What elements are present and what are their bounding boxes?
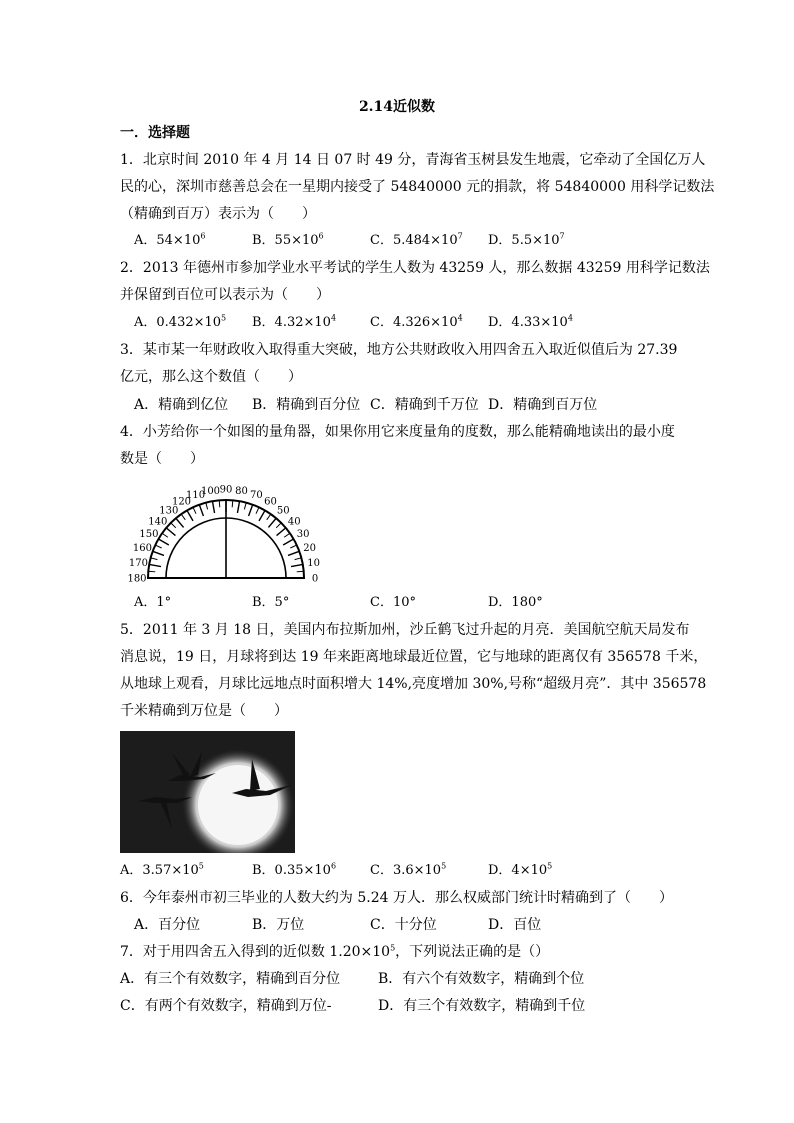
q1-line-3: （精确到百万）表示为（ ）: [120, 206, 316, 222]
q5-option-d: D．$4\times 10^5$: [488, 861, 553, 878]
q4-option-a: A．1°: [134, 595, 172, 610]
q3-line-1: 3．某市某一年财政收入取得重大突破，地方公共财政收入用四舍五入取近似值后为 27.39: [120, 342, 678, 358]
protractor-label: 120: [171, 496, 192, 508]
protractor-tick: [268, 518, 276, 527]
q6-option-a: A．百分位: [134, 917, 201, 933]
protractor-tick: [259, 510, 265, 520]
protractor-tick: [166, 528, 175, 536]
protractor-tick: [288, 551, 299, 555]
protractor-tick: [155, 545, 161, 548]
protractor-label: 160: [132, 543, 152, 555]
protractor-tick: [187, 510, 193, 520]
protractor-label: 140: [148, 516, 168, 528]
protractor-tick: [237, 501, 239, 513]
q4-option-b: B．5°: [252, 595, 290, 610]
protractor-label: 60: [264, 496, 277, 508]
protractor-label: 90: [219, 484, 233, 496]
q3-option-c: C．精确到千万位: [370, 397, 479, 413]
protractor-tick: [232, 500, 233, 507]
protractor-tick: [176, 518, 184, 527]
protractor-tick: [295, 558, 302, 560]
protractor-label: 20: [303, 543, 316, 555]
protractor-tick: [297, 571, 304, 572]
protractor-tick: [162, 533, 168, 537]
q4-line-2: 数是（ ）: [120, 451, 204, 467]
q2-line-1: 2．2013 年德州市参加学业水平考试的学生人数为 43259 人，那么数据 43259 用科学记数法: [120, 260, 710, 276]
protractor-tick: [158, 539, 168, 545]
q2-option-c: C．$4.326\times 10^4$: [370, 313, 463, 330]
q5-option-a: A．$3.57\times 10^5$: [120, 861, 204, 878]
q5-line-3: 从地球上观看，月球比远地点时面积增大 14%,亮度增加 30%,号称“超级月亮”．其中 356578: [120, 676, 707, 692]
protractor-figure: [118, 474, 334, 586]
protractor-tick: [267, 514, 271, 520]
q2-option-b: B．$4.32\times 10^4$: [252, 313, 337, 330]
protractor-label: 0: [311, 573, 319, 585]
q4-option-c: C．10°: [370, 595, 416, 610]
page-title: 2.14近似数: [358, 99, 436, 115]
protractor-tick: [283, 539, 293, 545]
protractor-label: 40: [287, 516, 301, 528]
q1-line-2: 民的心，深圳市慈善总会在一星期内接受了 54840000 元的捐款，将 54840000 用科学记数法: [120, 179, 715, 195]
protractor-label: 100: [200, 485, 221, 497]
protractor-label: 180: [127, 573, 147, 585]
q6-option-d: D．百位: [488, 917, 542, 933]
protractor-tick: [256, 507, 259, 513]
q3-option-b: B．精确到百分位: [252, 397, 361, 413]
q5-option-c: C．$3.6\times 10^5$: [370, 861, 447, 878]
protractor-label: 130: [159, 505, 179, 517]
protractor-label: 150: [139, 529, 159, 540]
protractor-label: 50: [276, 505, 290, 517]
protractor-tick: [151, 558, 158, 560]
protractor-tick: [219, 500, 220, 507]
protractor-tick: [181, 514, 185, 520]
protractor-tick: [148, 571, 155, 572]
q2-option-a: A．$0.432\times 10^5$: [134, 313, 227, 330]
q5-line-2: 消息说，19 日，月球将到达 19 年来距离地球最近位置，它与地球的距离仅有 356578 千米，: [120, 649, 708, 665]
q7-option-d: D．有三个有效数字，精确到千位: [378, 998, 586, 1014]
protractor-tick: [193, 507, 196, 513]
q1-option-b: B．$55\times 10^6$: [252, 231, 324, 248]
q4-option-d: D．180°: [488, 595, 543, 610]
protractor-tick: [290, 545, 296, 548]
q3-option-d: D．精确到百万位: [488, 397, 598, 413]
protractor-tick: [212, 501, 214, 513]
moon-cranes-photo: [120, 731, 295, 853]
protractor-label: 30: [296, 529, 310, 540]
q2-option-d: D．$4.33\times 10^4$: [488, 313, 573, 330]
q7-option-b: B．有六个有效数字，精确到个位: [378, 971, 585, 987]
q4-line-1: 4．小芳给你一个如图的量角器，如果你用它来度量角的度数，那么能精确地读出的最小度: [120, 424, 675, 440]
q5-option-b: B．$0.35\times 10^6$: [252, 861, 337, 878]
protractor-tick: [249, 505, 253, 516]
q3-line-2: 亿元，那么这个数值（ ）: [120, 369, 302, 385]
protractor-tick: [153, 551, 164, 555]
protractor-label: 70: [250, 489, 263, 501]
q5-line-1: 5．2011 年 3 月 18 日，美国内布拉斯加州，沙丘鹤飞过升起的月亮．美国航空航天局发布: [120, 622, 690, 638]
q6-line-1: 6．今年泰州市初三毕业的人数大约为 5.24 万人．那么权威部门统计时精确到了（ ）: [120, 890, 673, 906]
q1-option-a: A．$54\times 10^6$: [134, 231, 206, 248]
protractor-label: 110: [186, 489, 206, 501]
q7-option-c: C．有两个有效数字，精确到万位-: [120, 998, 332, 1014]
protractor-tick: [171, 523, 176, 528]
q2-line-2: 并保留到百位可以表示为（ ）: [120, 287, 330, 303]
protractor-tick: [277, 528, 286, 536]
q1-option-d: D．$5.5\times 10^7$: [488, 231, 565, 248]
section-heading: 一．选择题: [120, 125, 190, 141]
q1-line-1: 1．北京时间 2010 年 4 月 14 日 07 时 49 分，青海省玉树县发生地震，它牵动了全国亿万人: [120, 152, 706, 168]
protractor-tick: [276, 523, 281, 528]
q5-line-4: 千米精确到万位是（ ）: [120, 703, 288, 719]
q1-option-c: C．$5.484\times 10^7$: [370, 231, 463, 248]
protractor-tick: [149, 564, 161, 566]
q6-option-c: C．十分位: [370, 917, 437, 933]
protractor-tick: [206, 503, 208, 510]
protractor-label: 170: [128, 558, 148, 569]
protractor-tick: [244, 503, 246, 510]
protractor-tick: [199, 505, 203, 516]
protractor-label: 10: [307, 558, 320, 569]
protractor-tick: [291, 564, 303, 566]
protractor-tick: [284, 533, 290, 537]
q3-option-a: A．精确到亿位: [134, 397, 229, 413]
protractor-label: 80: [235, 485, 248, 497]
q6-option-b: B．万位: [252, 917, 305, 933]
q7-line-1: 7．对于用四舍五入得到的近似数 $1.20\times 10^5$，下列说法正确的是（）: [120, 943, 550, 960]
q7-option-a: A．有三个有效数字，精确到百分位: [120, 971, 341, 987]
